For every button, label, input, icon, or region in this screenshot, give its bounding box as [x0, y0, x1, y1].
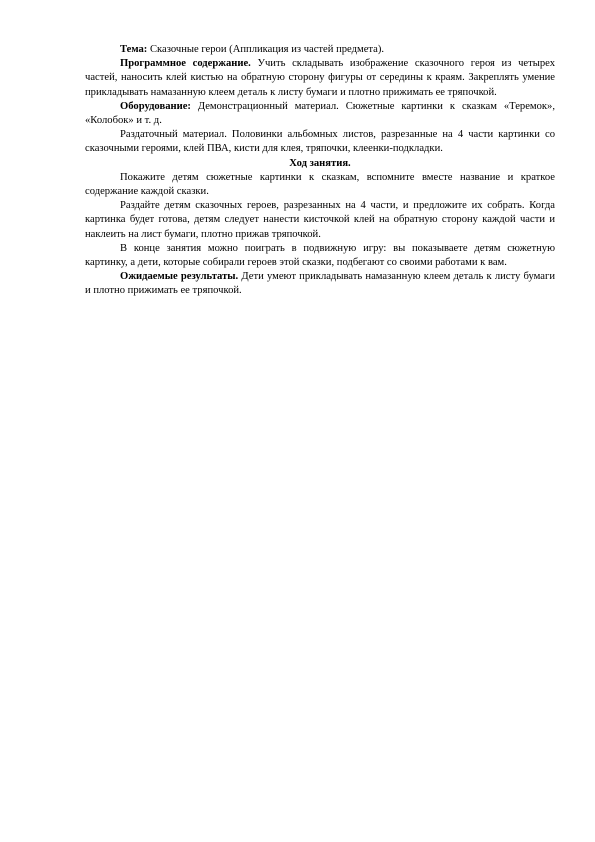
step-paragraph-1: Покажите детям сюжетные картинки к сказкам, вспомните вместе название и краткое содержание каждой сказки. — [85, 171, 555, 198]
program-text: Учить складывать изображение сказочного героя из четырех частей, наносить клей кистью на обратную сторону фигуры от середины к краям. Закреплять умение прикладывать намазанную клеем деталь к листу бумаги и плотно прижимать ее тряпочкой. — [85, 58, 556, 98]
course-heading: Ход занятия. — [289, 157, 351, 169]
topic-label: Тема: — [120, 44, 148, 55]
results-paragraph — [85, 270, 555, 298]
equipment-paragraph — [85, 100, 555, 128]
topic-text: Сказочные герои (Аппликация из частей предмета). — [147, 44, 385, 55]
step-paragraph-3: В конце занятия можно поиграть в подвижную игру: вы показываете детям сюжетную картинку, а дети, которые собирали героев этой сказки, подбегают со своими работами к вам. — [85, 242, 555, 269]
results-text: Дети умеют прикладывать намазанную клеем деталь к листу бумаги и плотно прижимать ее тряпочкой. — [85, 271, 555, 297]
handout-paragraph: Раздаточный материал. Половинки альбомных листов, разрезанные на 4 части картинки со сказочными героями, клей ПВА, кисти для клея, тряпочки, клеенки-подкладки. — [85, 129, 555, 155]
program-paragraph — [85, 57, 555, 100]
equipment-text: Демонстрационный материал. Сюжетные картинки к сказкам «Теремок», «Колобок» и т. д. — [85, 100, 555, 127]
document-page — [85, 43, 555, 299]
results-label: Ожидаемые результаты. — [120, 271, 239, 283]
program-label: Программное содержание. — [120, 58, 251, 70]
equipment-label: Оборудование: — [120, 100, 191, 112]
step-paragraph-2: Раздайте детям сказочных героев, разрезанных на 4 части, и предложите их собрать. Когда картинка будет готова, детям следует нанести кисточкой клей на обратную сторону каждой части и наклеить на лист бумаги, плотно прижав тряпочкой. — [85, 200, 555, 240]
topic-paragraph — [85, 43, 555, 57]
